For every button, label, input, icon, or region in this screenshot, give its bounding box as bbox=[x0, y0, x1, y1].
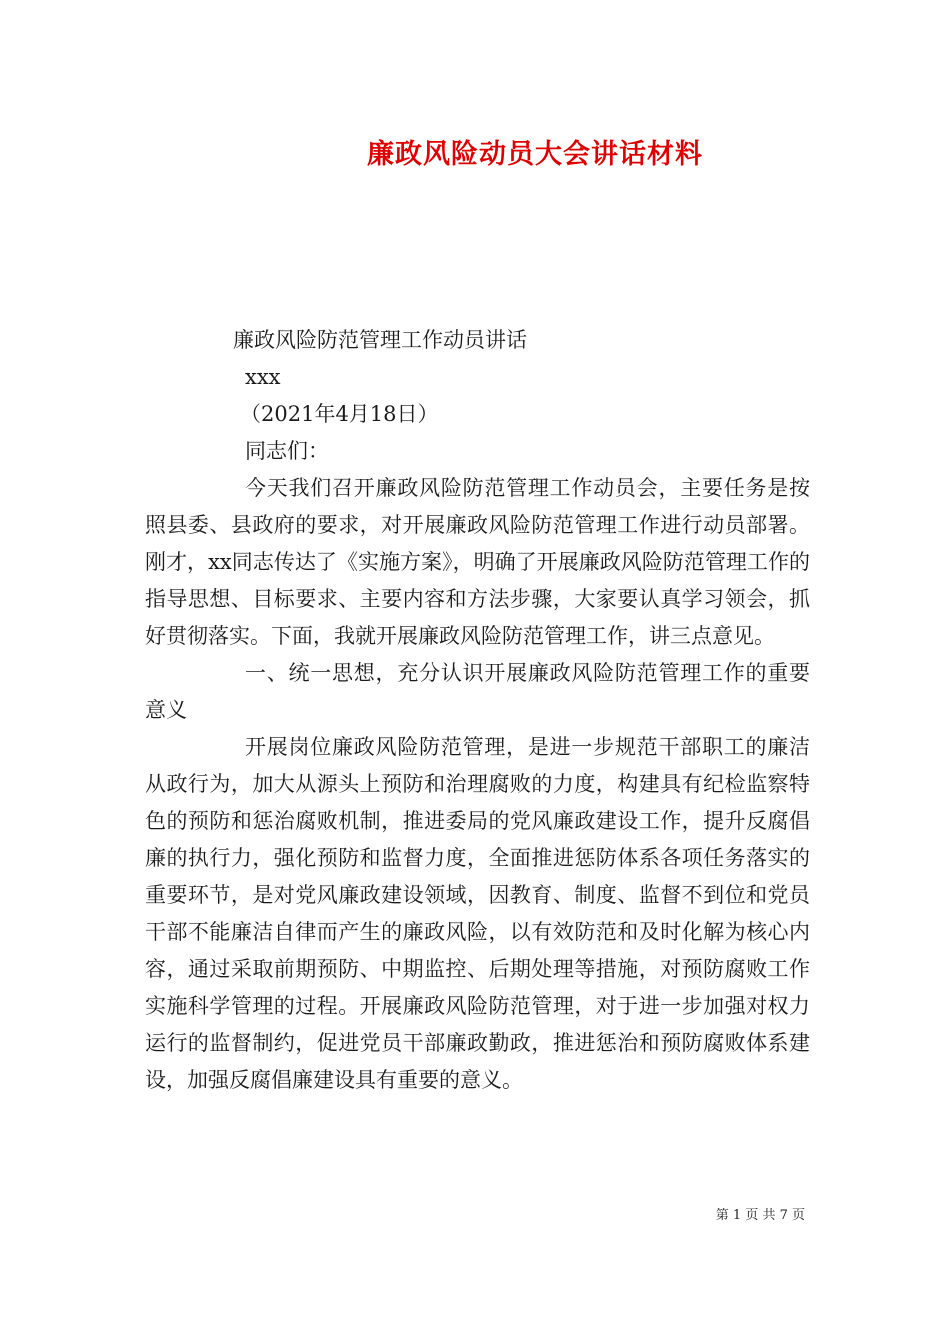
speaker-name: xxx bbox=[245, 365, 281, 389]
salutation: 同志们： bbox=[245, 439, 329, 463]
speech-date: （2021年4月18日） bbox=[240, 402, 439, 426]
paragraph-significance: 开展岗位廉政风险防范管理，是进一步规范干部职工的廉洁从政行为，加大从源头上预防和治理腐败的力度，构建具有纪检监察特色的预防和惩治腐败机制，推进委局的党风廉政建设工作，提升反腐倡廉的执行力，强化预防和监督力度，全面推进惩防体系各项任务落实的重要环节，是对党风廉政建设领域，因教育、制度、监督不到位和党员干部不能廉洁自律而产生的廉政风险，以有效防范和及时化解为核心内容，通过采取前期预防、中期监控、后期处理等措施，对预防腐败工作实施科学管理的过程。开展廉政风险防范管理，对于进一步加强对权力运行的监督制约，促进党员干部廉政勤政，推进惩治和预防腐败体系建设，加强反腐倡廉建设具有重要的意义。 bbox=[145, 735, 810, 1092]
document-body bbox=[145, 322, 810, 1099]
paragraph-intro: 今天我们召开廉政风险防范管理工作动员会，主要任务是按照县委、县政府的要求，对开展廉政风险防范管理工作进行动员部署。刚才，xx同志传达了《实施方案》，明确了开展廉政风险防范管理工作的指导思想、目标要求、主要内容和方法步骤，大家要认真学习领会，抓好贯彻落实。下面，我就开展廉政风险防范管理工作，讲三点意见。 bbox=[145, 476, 810, 648]
section-heading-1: 一、统一思想，充分认识开展廉政风险防范管理工作的重要意义 bbox=[145, 661, 810, 722]
speech-title: 廉政风险防范管理工作动员讲话 bbox=[233, 328, 527, 352]
page-number-footer: 第 1 页 共 7 页 bbox=[715, 1208, 805, 1223]
document-title: 廉政风险动员大会讲话材料 bbox=[367, 139, 703, 170]
